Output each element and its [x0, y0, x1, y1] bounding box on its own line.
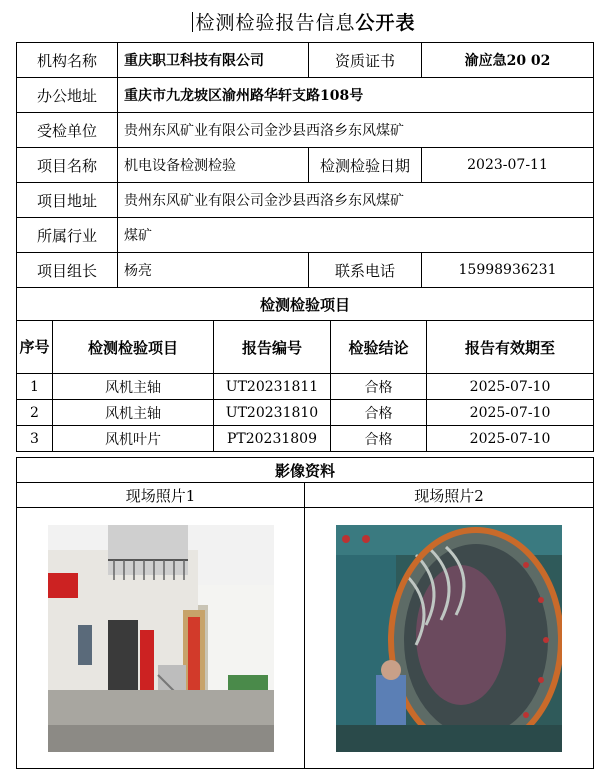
items-section-title: 检测检验项目	[17, 288, 594, 321]
images-section-title: 影像资料	[17, 458, 594, 483]
ind-label: 所属行业	[17, 218, 118, 253]
cell-result: 合格	[331, 426, 427, 452]
row-lead	[17, 253, 594, 288]
col-item: 检测检验项目	[53, 321, 214, 374]
col-result: 检验结论	[331, 321, 427, 374]
row-unit	[17, 113, 594, 148]
cert-value: 渝应急20 02	[422, 43, 594, 78]
org-value: 重庆职卫科技有限公司	[118, 43, 309, 78]
page-title: 检测检验报告信息公开表	[0, 8, 608, 35]
row-site	[17, 183, 594, 218]
text-cursor	[192, 12, 193, 32]
cell-item: 风机叶片	[53, 426, 214, 452]
date-value: 2023-07-11	[422, 148, 594, 183]
cell-result: 合格	[331, 374, 427, 400]
table-row	[17, 374, 594, 400]
cell-no: 3	[17, 426, 53, 452]
items-table	[16, 287, 594, 452]
org-label: 机构名称	[17, 43, 118, 78]
images-table	[16, 457, 594, 769]
cell-no: 2	[17, 400, 53, 426]
col-report: 报告编号	[214, 321, 331, 374]
row-org	[17, 43, 594, 78]
phone-label: 联系电话	[309, 253, 422, 288]
proj-label: 项目名称	[17, 148, 118, 183]
info-table	[16, 42, 594, 288]
site-value: 贵州东风矿业有限公司金沙县西洛乡东风煤矿	[118, 183, 594, 218]
site-photo-building	[48, 525, 274, 752]
addr-value: 重庆市九龙坡区渝州路华轩支路108号	[118, 78, 594, 113]
row-proj	[17, 148, 594, 183]
date-label: 检测检验日期	[309, 148, 422, 183]
table-row	[17, 426, 594, 452]
proj-value: 机电设备检测检验	[118, 148, 309, 183]
site-label: 项目地址	[17, 183, 118, 218]
row-ind	[17, 218, 594, 253]
cell-report: PT20231809	[214, 426, 331, 452]
cert-label: 资质证书	[309, 43, 422, 78]
cell-result: 合格	[331, 400, 427, 426]
photo2-cell	[305, 508, 594, 769]
cell-item: 风机主轴	[53, 374, 214, 400]
lead-label: 项目组长	[17, 253, 118, 288]
addr-label: 办公地址	[17, 78, 118, 113]
lead-value: 杨亮	[118, 253, 309, 288]
site-photo-fan	[336, 525, 562, 752]
photo1-cell	[17, 508, 305, 769]
cell-item: 风机主轴	[53, 400, 214, 426]
col-valid: 报告有效期至	[427, 321, 594, 374]
unit-label: 受检单位	[17, 113, 118, 148]
cell-valid: 2025-07-10	[427, 374, 594, 400]
photo2-label: 现场照片2	[305, 483, 594, 508]
cell-report: UT20231810	[214, 400, 331, 426]
row-addr	[17, 78, 594, 113]
table-row	[17, 400, 594, 426]
col-no: 序号	[17, 321, 53, 374]
phone-value: 15998936231	[422, 253, 594, 288]
ind-value: 煤矿	[118, 218, 594, 253]
cell-no: 1	[17, 374, 53, 400]
unit-value: 贵州东风矿业有限公司金沙县西洛乡东风煤矿	[118, 113, 594, 148]
cell-valid: 2025-07-10	[427, 400, 594, 426]
cell-valid: 2025-07-10	[427, 426, 594, 452]
cell-report: UT20231811	[214, 374, 331, 400]
photo1-label: 现场照片1	[17, 483, 305, 508]
